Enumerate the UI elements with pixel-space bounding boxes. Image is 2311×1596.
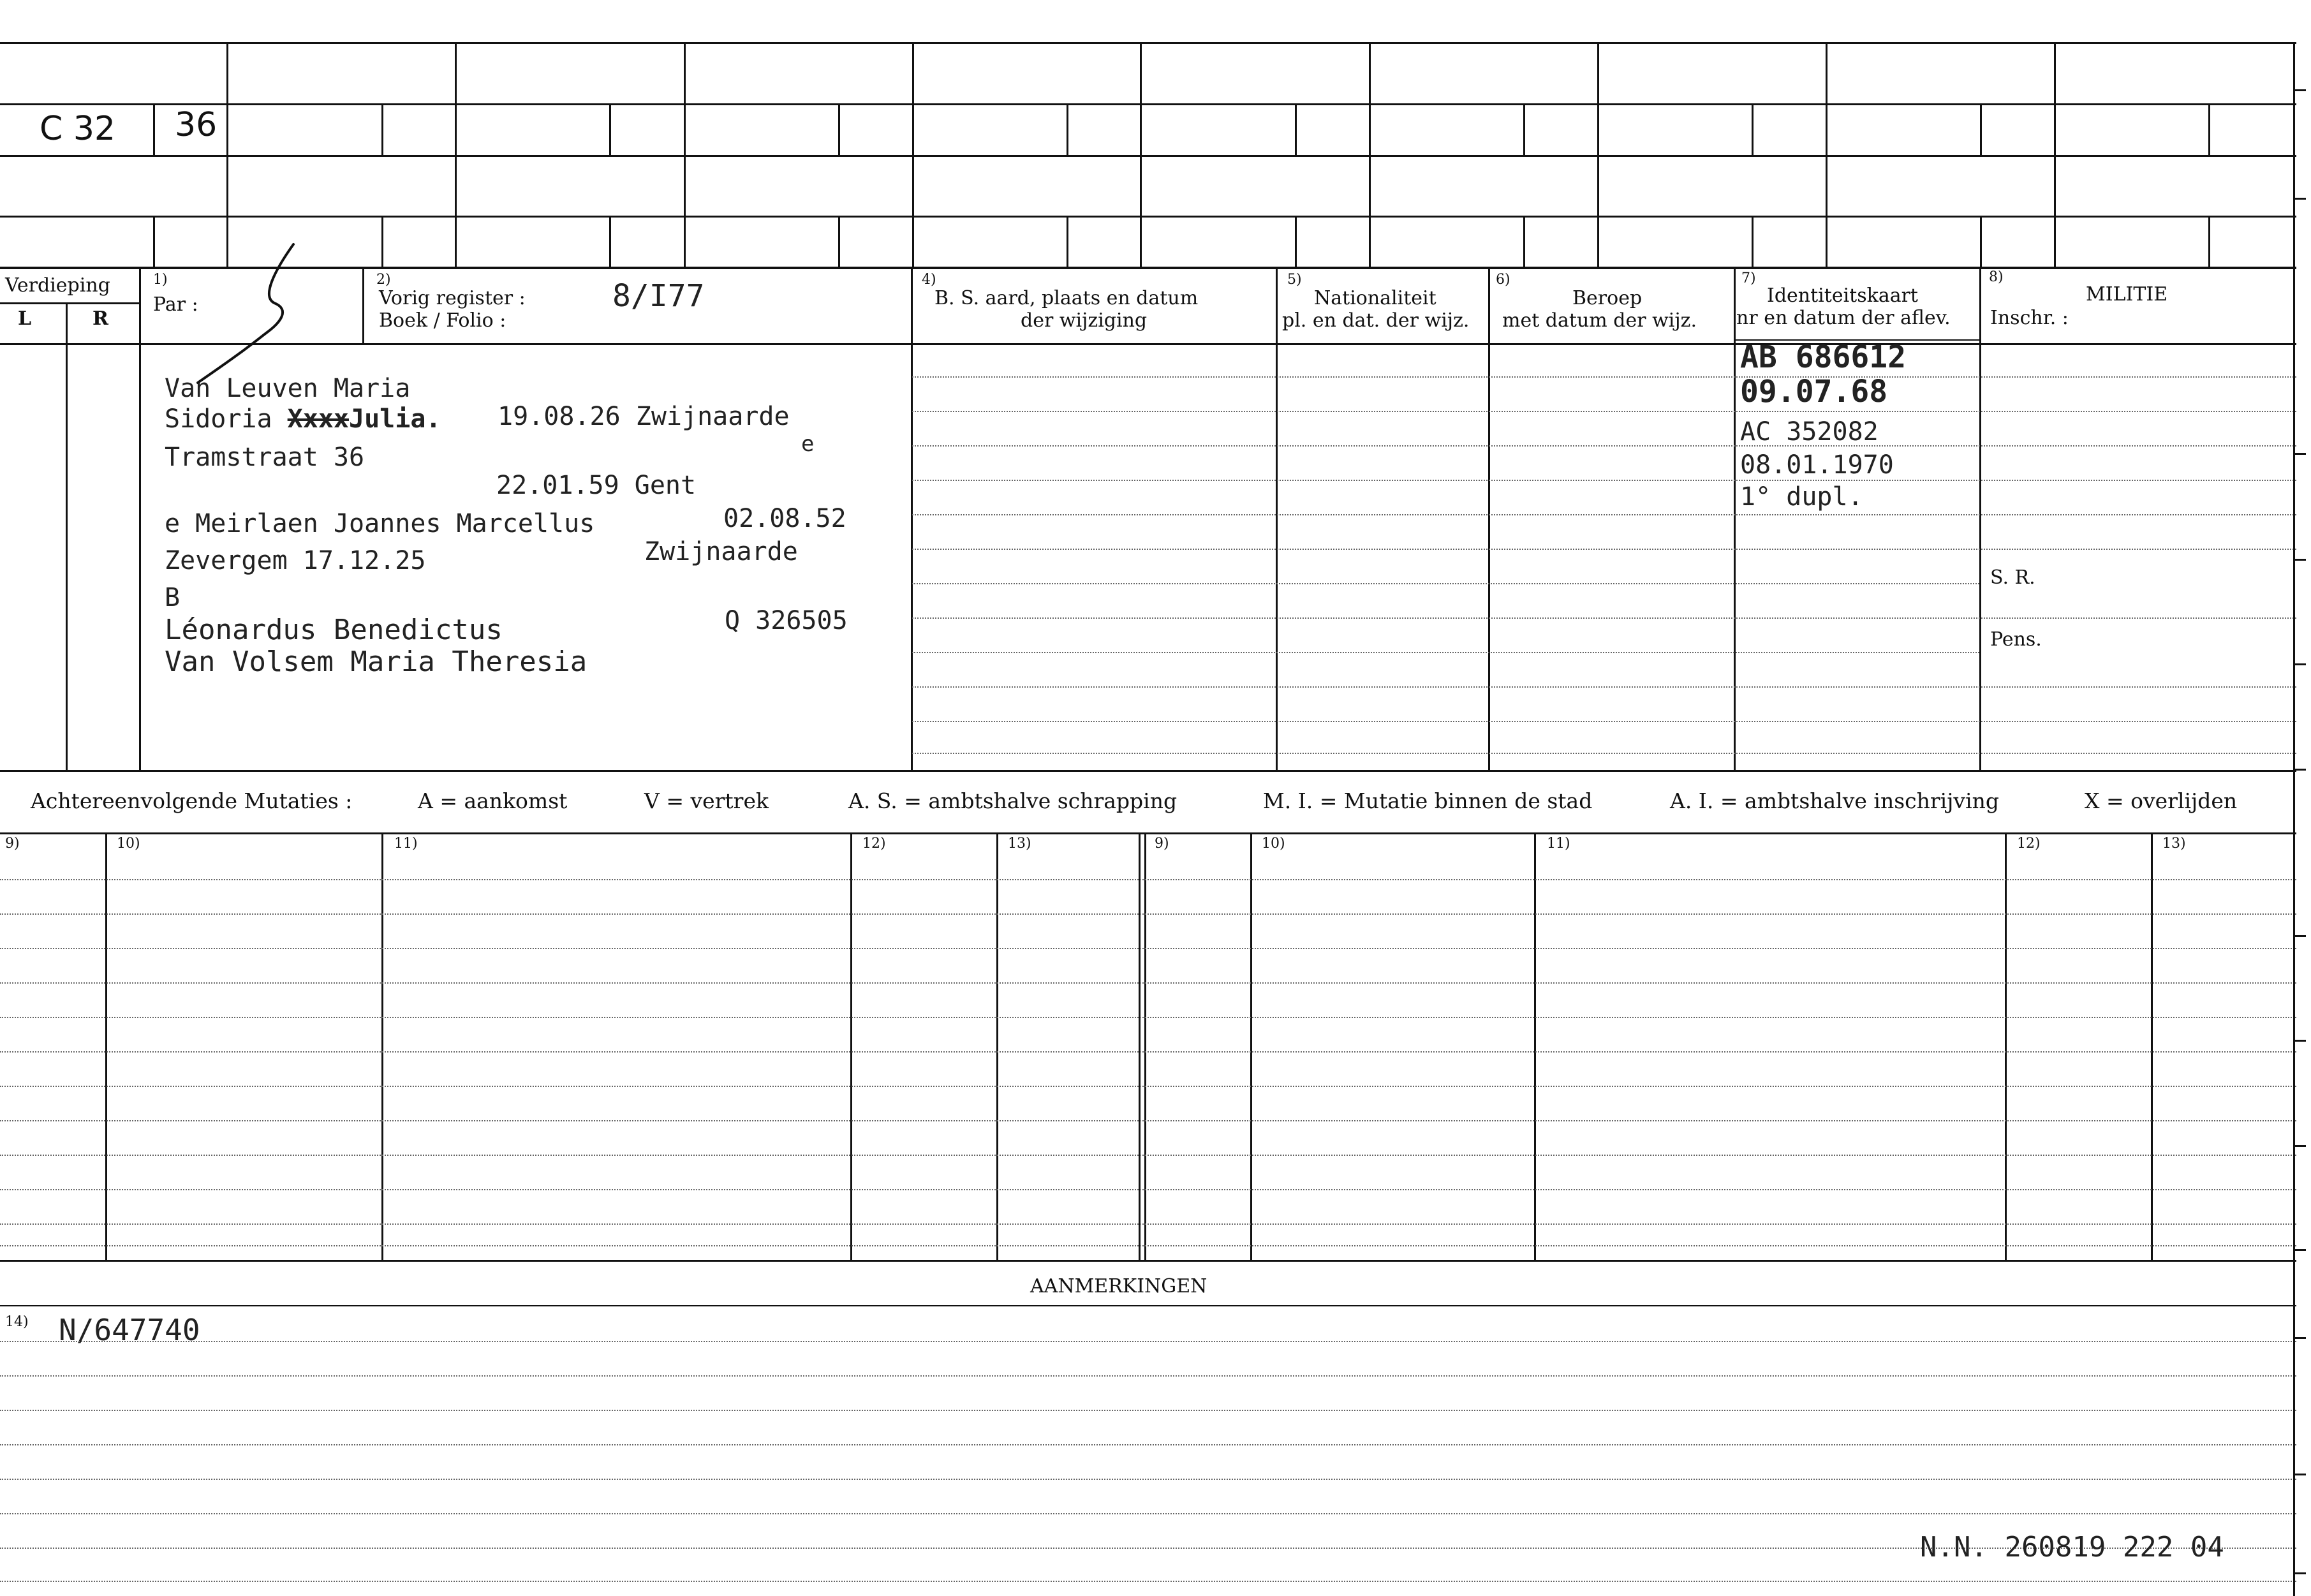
col-r-label: R [92, 307, 108, 330]
national-number: N.N. 260819 222 04 [1920, 1531, 2224, 1563]
id-card-2-date: 08.01.1970 [1740, 450, 1894, 480]
dotted-row [912, 445, 2296, 447]
nat-label-1: Nationaliteit [1314, 287, 1436, 309]
person-birth: 19.08.26 Zwijnaarde [498, 402, 790, 431]
struck-text: Xxxx [287, 404, 349, 434]
top-grid-subdivider [1523, 216, 1525, 267]
remarks-dotted-row [0, 1513, 2296, 1514]
legend-item: M. I. = Mutatie binnen de stad [1263, 788, 1593, 813]
mutation-dotted-row [0, 1223, 2296, 1225]
id-card-1-date: 09.07.68 [1740, 374, 1888, 410]
top-grid-subdivider [1980, 103, 1982, 155]
mutation-dotted-row [0, 948, 2296, 949]
legend-item: A. S. = ambtshalve schrapping [848, 788, 1178, 813]
beroep-label-1: Beroep [1572, 287, 1643, 309]
top-grid-divider [2054, 42, 2056, 267]
verdieping-divider [0, 302, 140, 304]
margin-tick [2294, 198, 2306, 200]
mutation-col-divider [2005, 832, 2007, 1260]
dotted-row [912, 376, 2296, 378]
mutations-top-line [0, 832, 2296, 834]
mutation-col-divider [381, 832, 383, 1260]
top-grid-subdivider [1523, 103, 1525, 155]
top-grid-line [0, 267, 2296, 269]
dotted-row [912, 753, 2296, 754]
margin-tick [2294, 935, 2306, 937]
person-e-mark: e [801, 431, 815, 457]
mutation-col-header: 10) [1262, 836, 1285, 852]
bs-number: 4) [922, 272, 936, 288]
house-number: 36 [175, 106, 218, 144]
series-code: C 32 [40, 110, 116, 148]
top-grid-subdivider [381, 103, 383, 155]
top-grid-subdivider [2208, 103, 2210, 155]
mutation-dotted-row [0, 879, 2296, 880]
margin-tick [2294, 1040, 2306, 1042]
top-grid-subdivider [153, 216, 155, 267]
dotted-row [912, 411, 2296, 412]
top-grid-subdivider [381, 216, 383, 267]
beroep-number: 6) [1496, 272, 1510, 288]
top-grid-divider [455, 42, 457, 267]
dotted-row [912, 583, 1979, 584]
par-label: Par : [153, 293, 198, 316]
remarks-title: AANMERKINGEN [1030, 1275, 1207, 1297]
margin-tick [2294, 1145, 2306, 1147]
col-divider [1979, 268, 1981, 770]
id-number: 7) [1741, 270, 1756, 286]
mutation-dotted-row [0, 913, 2296, 915]
top-grid-divider [1826, 42, 1827, 267]
id-label-1: Identiteitskaart [1767, 284, 1918, 307]
nat-number: 5) [1287, 272, 1302, 288]
person-firstname-b: Julia. [348, 404, 441, 434]
top-grid-line [0, 155, 2296, 157]
person-date-gent: 22.01.59 Gent [496, 471, 697, 500]
mutation-col-header: 11) [394, 836, 418, 852]
col-divider [1734, 268, 1736, 770]
remarks-dotted-row [0, 1410, 2296, 1411]
spouse-birth: Zevergem 17.12.25 [165, 546, 426, 575]
mutation-dotted-row [0, 1120, 2296, 1121]
boek-label: Boek / Folio : [379, 309, 506, 332]
top-grid-subdivider [2208, 216, 2210, 267]
margin-tick [2294, 559, 2306, 561]
dotted-row [912, 549, 2296, 550]
bs-label-1: B. S. aard, plaats en datum [934, 287, 1199, 309]
mutation-col-header: 11) [1547, 836, 1570, 852]
b-mark: B [165, 583, 181, 612]
id-card-2-number: AC 352082 [1740, 417, 1879, 447]
body-bottom-line [0, 770, 2296, 772]
mutation-col-header: 12) [2017, 836, 2041, 852]
mutation-dotted-row [0, 982, 2296, 984]
top-grid-line [0, 216, 2296, 218]
mother-line: Van Volsem Maria Theresia [165, 646, 587, 678]
spouse-place: Zwijnaarde [644, 537, 798, 566]
inschr-label: Inschr. : [1990, 307, 2069, 329]
person-name-line: Van Leuven Maria [165, 374, 411, 403]
mutation-col-header: 12) [862, 836, 886, 852]
vorig-label: Vorig register : [379, 287, 526, 309]
top-grid-subdivider [1067, 103, 1068, 155]
remarks-number: 14) [5, 1314, 29, 1330]
col-divider [362, 268, 364, 343]
margin-tick [2294, 453, 2306, 455]
top-grid-divider [1369, 42, 1371, 267]
nat-label-2: pl. en dat. der wijz. [1282, 309, 1470, 332]
col-divider [1276, 268, 1278, 770]
top-grid-subdivider [1067, 216, 1068, 267]
top-grid-divider [226, 42, 228, 267]
spouse-date: 02.08.52 [723, 504, 846, 533]
remarks-dotted-row [0, 1341, 2296, 1342]
mutation-col-header: 10) [117, 836, 140, 852]
mutation-dotted-row [0, 1086, 2296, 1087]
col-divider-lr [66, 302, 68, 770]
person-firstname-a: Sidoria [165, 404, 288, 434]
margin-tick [2294, 1474, 2306, 1475]
mutation-dotted-row [0, 1245, 2296, 1246]
top-grid-subdivider [1295, 103, 1297, 155]
pens-label: Pens. [1990, 628, 2042, 651]
person-address: Tramstraat 36 [165, 443, 365, 472]
mutation-dotted-row [0, 1189, 2296, 1190]
col-divider [1488, 268, 1490, 770]
mutation-dotted-row [0, 1155, 2296, 1156]
dotted-row [912, 514, 2296, 515]
militie-label: MILITIE [2086, 283, 2168, 306]
mutation-col-divider [1144, 832, 1146, 1260]
legend-item: V = vertrek [644, 788, 769, 813]
margin-tick [2294, 1249, 2306, 1251]
col-divider [139, 268, 141, 770]
top-grid-divider [684, 42, 686, 267]
right-edge-line [2293, 267, 2295, 1596]
dotted-row [912, 617, 2296, 619]
id-card-2-note: 1° dupl. [1740, 482, 1863, 512]
remarks-header-line [0, 1305, 2296, 1306]
child-code: Q 326505 [725, 606, 848, 635]
top-grid-subdivider [609, 103, 611, 155]
margin-tick [2294, 1337, 2306, 1339]
remarks-dotted-row [0, 1375, 2296, 1377]
top-grid-divider [2293, 42, 2295, 267]
top-grid-subdivider [1752, 216, 1754, 267]
top-grid-subdivider [609, 216, 611, 267]
dotted-row [912, 721, 2296, 722]
mutation-col-divider [1139, 832, 1141, 1260]
dotted-row [912, 686, 2296, 688]
header-bottom-line [0, 343, 2296, 345]
vorig-number: 2) [376, 272, 391, 288]
legend-item: A. I. = ambtshalve inschrijving [1670, 788, 2000, 813]
top-grid-subdivider [1752, 103, 1754, 155]
child-line: Léonardus Benedictus [165, 614, 503, 646]
top-grid-divider [1140, 42, 1142, 267]
top-grid-subdivider [838, 103, 840, 155]
top-grid-subdivider [1295, 216, 1297, 267]
legend-item: X = overlijden [2085, 788, 2238, 813]
dotted-row [912, 652, 1979, 653]
remarks-value: N/647740 [59, 1313, 200, 1347]
mutation-dotted-row [0, 1017, 2296, 1018]
bs-label-2: der wijziging [1021, 309, 1148, 332]
mutation-col-header: 13) [1008, 836, 1031, 852]
mutation-col-header: 13) [2162, 836, 2186, 852]
col-divider [911, 268, 913, 770]
top-grid-subdivider [153, 103, 155, 155]
id-card-1-number: AB 686612 [1740, 339, 1907, 375]
mutation-col-divider [105, 832, 107, 1260]
mutations-bottom-line [0, 1260, 2296, 1262]
legend-item: A = aankomst [418, 788, 568, 813]
id-label-2: nr en datum der aflev. [1736, 307, 1951, 329]
margin-tick [2294, 89, 2306, 91]
mutation-col-header: 9) [5, 836, 20, 852]
mutation-col-divider [1534, 832, 1536, 1260]
handwritten-scribble [179, 239, 325, 392]
remarks-dotted-row [0, 1581, 2296, 1582]
legend-title: Achtereenvolgende Mutaties : [31, 788, 353, 813]
mutation-col-header: 9) [1155, 836, 1169, 852]
remarks-dotted-row [0, 1444, 2296, 1445]
sr-label: S. R. [1990, 566, 2035, 589]
verdieping-label: Verdieping [5, 274, 110, 297]
top-grid-divider [912, 42, 914, 267]
mutation-col-divider [2151, 832, 2153, 1260]
col-l-label: L [18, 307, 32, 330]
top-grid-subdivider [838, 216, 840, 267]
top-grid-divider [1597, 42, 1599, 267]
remarks-dotted-row [0, 1479, 2296, 1480]
margin-tick [2294, 769, 2306, 771]
vorig-register-value: 8/I77 [612, 278, 705, 314]
mutation-col-divider [850, 832, 852, 1260]
margin-tick [2294, 1572, 2306, 1574]
mutation-col-divider [1250, 832, 1252, 1260]
top-grid-subdivider [1980, 216, 1982, 267]
person-firstname-line [165, 404, 441, 434]
mutation-dotted-row [0, 1051, 2296, 1053]
dotted-row [912, 480, 2296, 481]
top-grid-line [0, 42, 2296, 44]
beroep-label-2: met datum der wijz. [1502, 309, 1697, 332]
margin-tick [2294, 663, 2306, 665]
par-number: 1) [153, 272, 168, 288]
militie-number: 8) [1989, 269, 2004, 285]
top-grid-line [0, 103, 2296, 105]
spouse-line: e Meirlaen Joannes Marcellus [165, 509, 595, 538]
mutation-col-divider [996, 832, 998, 1260]
